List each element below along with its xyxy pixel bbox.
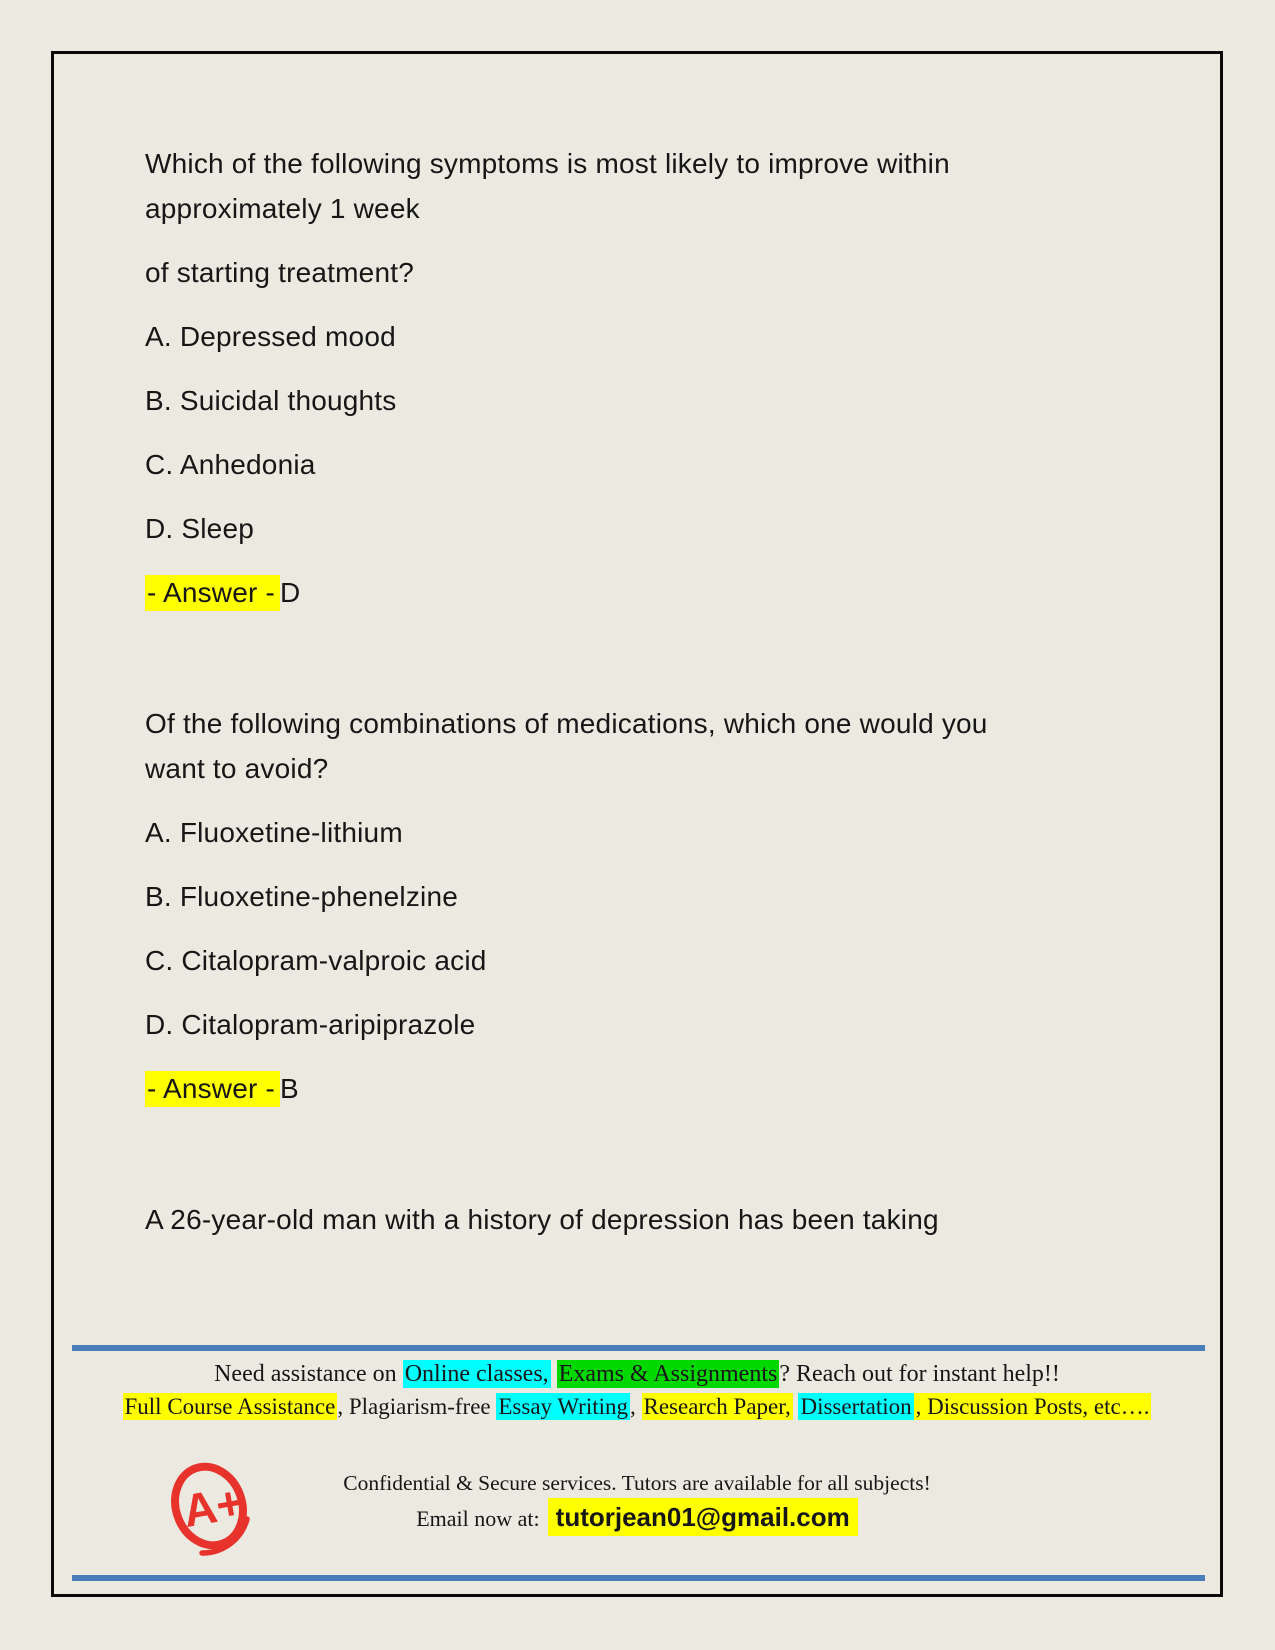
footer-ad-line-1 <box>54 1358 1220 1390</box>
question-prompt-line: of starting treatment? <box>145 257 414 288</box>
question-prompt-line: want to avoid? <box>145 753 329 784</box>
ad-segment: , Plagiarism-free <box>337 1394 497 1419</box>
option-a: A. Fluoxetine-lithium <box>145 817 403 848</box>
answer-line <box>145 1066 1145 1111</box>
option-a: A. Depressed mood <box>145 321 396 352</box>
email-address: tutorjean01@gmail.com <box>548 1498 858 1536</box>
option-c: C. Citalopram-valproic acid <box>145 945 487 976</box>
ad-segment-highlight: Research Paper, <box>643 1394 791 1419</box>
question-block-3 <box>145 1197 1145 1242</box>
question-prompt-line: A 26-year-old man with a history of depression has been taking <box>145 1204 939 1235</box>
answer-line <box>145 570 1145 615</box>
ad-segment-highlight: Online classes, <box>404 1361 549 1387</box>
ad-segment-highlight: Exams & Assignments <box>558 1361 778 1387</box>
ad-segment <box>551 1361 557 1387</box>
ad-segment: , <box>630 1394 642 1419</box>
answer-label-highlight: - Answer - <box>145 1071 280 1107</box>
question-block-1 <box>145 141 1145 615</box>
answer-value: D <box>280 577 301 608</box>
ad-segment-highlight: Full Course Assistance <box>124 1394 336 1419</box>
question-prompt-line: Which of the following symptoms is most likely to improve within <box>145 148 950 179</box>
footer-top-rule <box>72 1345 1205 1351</box>
question-prompt-line: approximately 1 week <box>145 193 420 224</box>
ad-segment-highlight: , Discussion Posts, etc…. <box>915 1394 1150 1419</box>
option-b: B. Suicidal thoughts <box>145 385 397 416</box>
footer-ad-line-2 <box>54 1390 1220 1424</box>
question-block-2 <box>145 701 1145 1111</box>
ad-segment: Need assistance on <box>214 1361 403 1387</box>
ad-segment-highlight: Dissertation <box>800 1394 912 1419</box>
footer-confidential-line: Confidential & Secure services. Tutors are available for all subjects! <box>343 1471 931 1495</box>
footer-email-line <box>54 1498 1220 1538</box>
page-border-frame <box>51 51 1223 1597</box>
ad-segment-highlight: Essay Writing <box>498 1394 628 1419</box>
option-c: C. Anhedonia <box>145 449 316 480</box>
section-spacer <box>145 615 1145 682</box>
option-b: B. Fluoxetine-phenelzine <box>145 881 458 912</box>
answer-value: B <box>280 1073 299 1104</box>
footer-bottom-rule <box>72 1575 1205 1581</box>
email-label: Email now at: <box>416 1506 540 1531</box>
answer-label-highlight: - Answer - <box>145 575 280 611</box>
svg-text:A+: A+ <box>179 1475 248 1538</box>
question-content <box>145 141 1145 1242</box>
question-prompt-line: Of the following combinations of medications, which one would you <box>145 708 988 739</box>
option-d: D. Citalopram-aripiprazole <box>145 1009 476 1040</box>
ad-segment: ? Reach out for instant help!! <box>779 1361 1060 1387</box>
section-spacer <box>145 1111 1145 1178</box>
option-d: D. Sleep <box>145 513 254 544</box>
